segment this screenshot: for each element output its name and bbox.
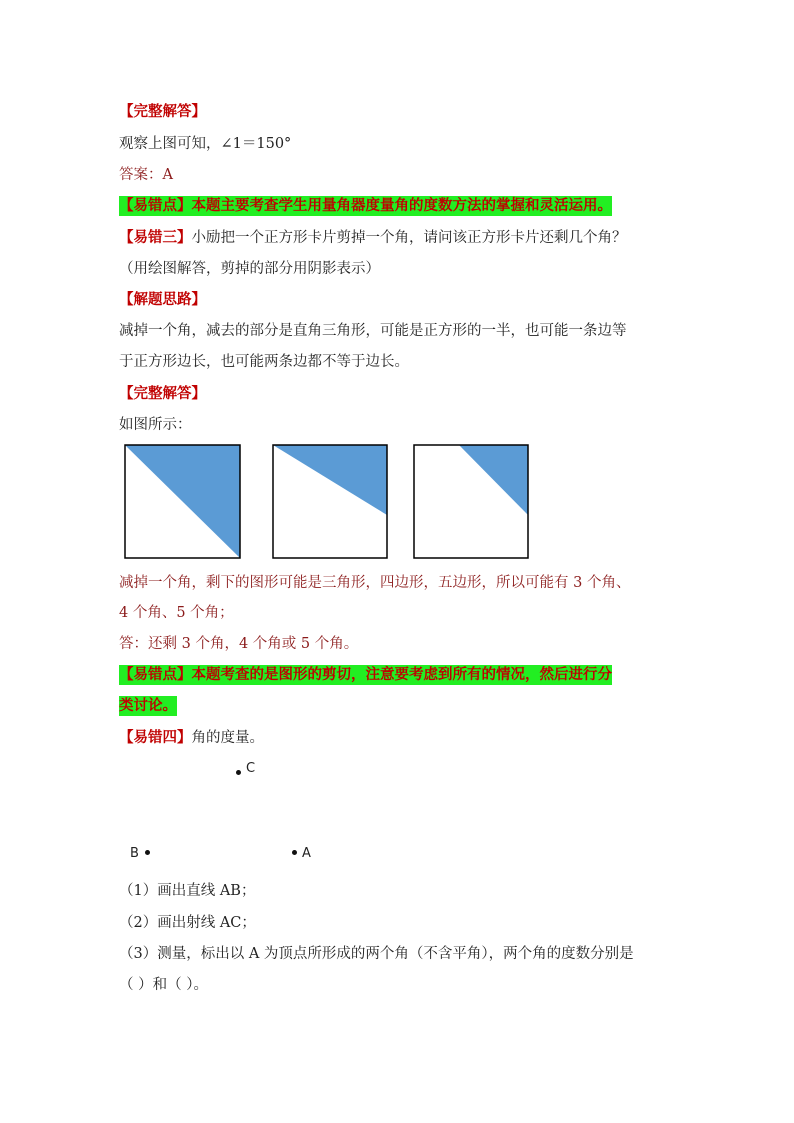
square-figure-triangle [125,445,241,559]
answer-intro-2: 如图所示： [119,417,192,433]
answer-heading-1: 【完整解答】 [119,103,206,120]
point-a-dot [292,850,297,855]
question-4 [119,728,264,748]
task-1: （1）画出直线 AB； [119,883,256,899]
cut-triangle-2 [273,445,387,515]
square-figure-pentagon [414,445,530,559]
question-4-text: 角的度量。 [191,730,264,746]
question-3-text: 小励把一个正方形卡片剪掉一个角，请问该正方形卡片还剩几个角？ [191,230,627,246]
result-line-1: 减掉一个角，剩下的图形可能是三角形，四边形，五边形，所以可能有 3 个角、 [119,575,631,591]
answer-choice: 答案：A [119,167,173,183]
idea-line-2: 于正方形边长，也可能两条边都不等于边长。 [119,354,409,370]
answer-text-1: 观察上图可知，∠1＝150° [119,136,292,152]
task-3: （3）测量，标出以 A 为顶点所形成的两个角（不含平角），两个角的度数分别是 [119,946,634,962]
tip-2-line-2: 类讨论。 [119,697,177,714]
point-b-label: B [130,846,139,861]
point-b-dot [145,850,150,855]
task-2: （2）画出射线 AC； [119,915,256,931]
task-3-blanks: （ ）和（ ）。 [119,977,208,993]
cut-triangle-1 [125,445,240,558]
question-3-note: （用绘图解答，剪掉的部分用阴影表示） [119,261,380,277]
result-answer: 答：还剩 3 个角，4 个角或 5 个角。 [119,636,359,652]
tip-1: 【易错点】本题主要考查学生用量角器度量角的度数方法的掌握和灵活运用。 [119,197,612,214]
point-a-label: A [302,846,311,861]
point-c-dot [236,770,241,775]
idea-heading: 【解题思路】 [119,291,206,308]
tip-2-line-1: 【易错点】本题考查的是图形的剪切，注意要考虑到所有的情况，然后进行分 [119,666,612,683]
question-3-tag: 【易错三】 [119,229,192,246]
point-c-label: C [246,761,256,776]
idea-line-1: 减掉一个角，减去的部分是直角三角形，可能是正方形的一半，也可能一条边等 [119,323,627,339]
cut-triangle-3 [459,445,528,515]
result-line-2: 4 个角、5 个角； [119,605,234,621]
square-figure-quadrilateral [273,445,389,559]
answer-heading-2: 【完整解答】 [119,385,206,402]
question-3 [119,228,627,248]
question-4-tag: 【易错四】 [119,729,192,746]
